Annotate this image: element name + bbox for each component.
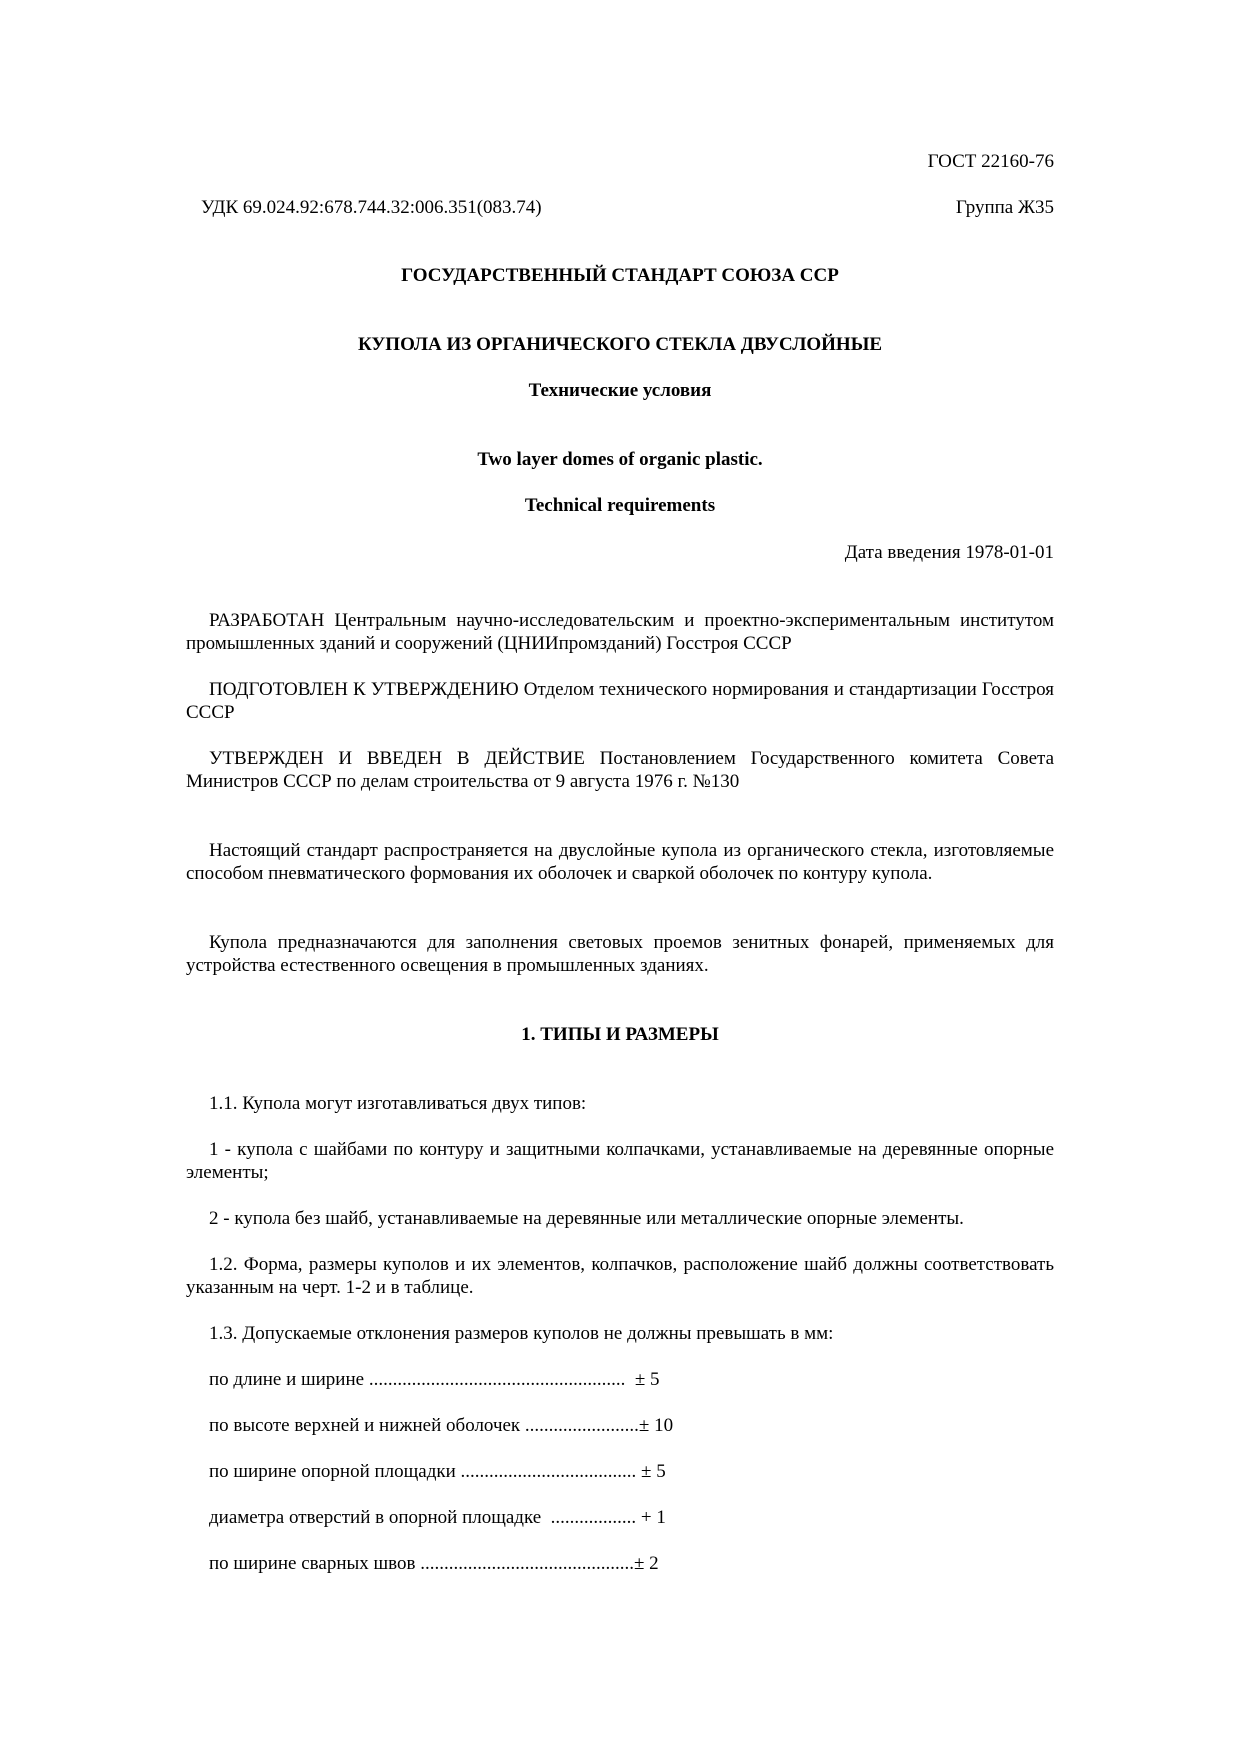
document-title-en: Two layer domes of organic plastic.	[477, 449, 763, 470]
tolerance-length-width: по длине и ширине ...................................................... ± 5	[209, 1369, 660, 1390]
tolerance-support-width: по ширине опорной площадки ..................................... ± 5	[209, 1461, 666, 1482]
group-code: Группа Ж35	[955, 197, 1054, 218]
prepared-by-paragraph: ПОДГОТОВЛЕН К УТВЕРЖДЕНИЮ Отделом технического нормирования и стандартизации Госстроя СССР	[186, 679, 1054, 723]
gost-number: ГОСТ 22160-76	[927, 151, 1054, 172]
tolerance-hole-diameter: диаметра отверстий в опорной площадке .................. + 1	[209, 1507, 666, 1528]
tolerance-weld-width: по ширине сварных швов .............................................± 2	[209, 1553, 659, 1574]
state-standard-heading: ГОСУДАРСТВЕННЫЙ СТАНДАРТ СОЮЗА ССР	[401, 265, 839, 286]
document-title-ru: КУПОЛА ИЗ ОРГАНИЧЕСКОГО СТЕКЛА ДВУСЛОЙНЫЕ	[357, 334, 883, 355]
clause-1-1: 1.1. Купола могут изготавливаться двух типов:	[209, 1093, 587, 1114]
section-1-heading: 1. ТИПЫ И РАЗМЕРЫ	[521, 1024, 719, 1045]
type-2-description: 2 - купола без шайб, устанавливаемые на деревянные или металлические опорные элементы.	[209, 1208, 964, 1229]
scope-paragraph: Настоящий стандарт распространяется на двуслойные купола из органического стекла, изготовляемые способом пневматического формования их оболочек и сваркой оболочек по контуру купола.	[186, 840, 1054, 884]
type-1-description: 1 - купола с шайбами по контуру и защитными колпачками, устанавливаемые на деревянные опорные элементы;	[186, 1139, 1054, 1183]
clause-1-3: 1.3. Допускаемые отклонения размеров куполов не должны превышать в мм:	[209, 1323, 834, 1344]
tolerance-shell-height: по высоте верхней и нижней оболочек ........................± 10	[209, 1415, 674, 1436]
document-subtitle-en: Technical requirements	[524, 495, 716, 516]
purpose-paragraph: Купола предназначаются для заполнения световых проемов зенитных фонарей, применяемых для устройства естественного освещения в промышленных зданиях.	[186, 932, 1054, 976]
udk-code: УДК 69.024.92:678.744.32:006.351(083.74)	[201, 197, 542, 218]
approved-by-paragraph: УТВЕРЖДЕН И ВВЕДЕН В ДЕЙСТВИЕ Постановлением Государственного комитета Совета Министров СССР по делам строительства от 9 августа 1976 г. №130	[186, 748, 1054, 792]
clause-1-2: 1.2. Форма, размеры куполов и их элементов, колпачков, расположение шайб должны соответствовать указанным на черт. 1-2 и в таблице.	[186, 1254, 1054, 1298]
document-subtitle-ru: Технические условия	[528, 380, 712, 401]
developed-by-paragraph: РАЗРАБОТАН Центральным научно-исследовательским и проектно-экспериментальным институтом промышленных зданий и сооружений (ЦНИИпромзданий) Госстроя СССР	[186, 610, 1054, 654]
introduction-date: Дата введения 1978-01-01	[844, 542, 1054, 563]
